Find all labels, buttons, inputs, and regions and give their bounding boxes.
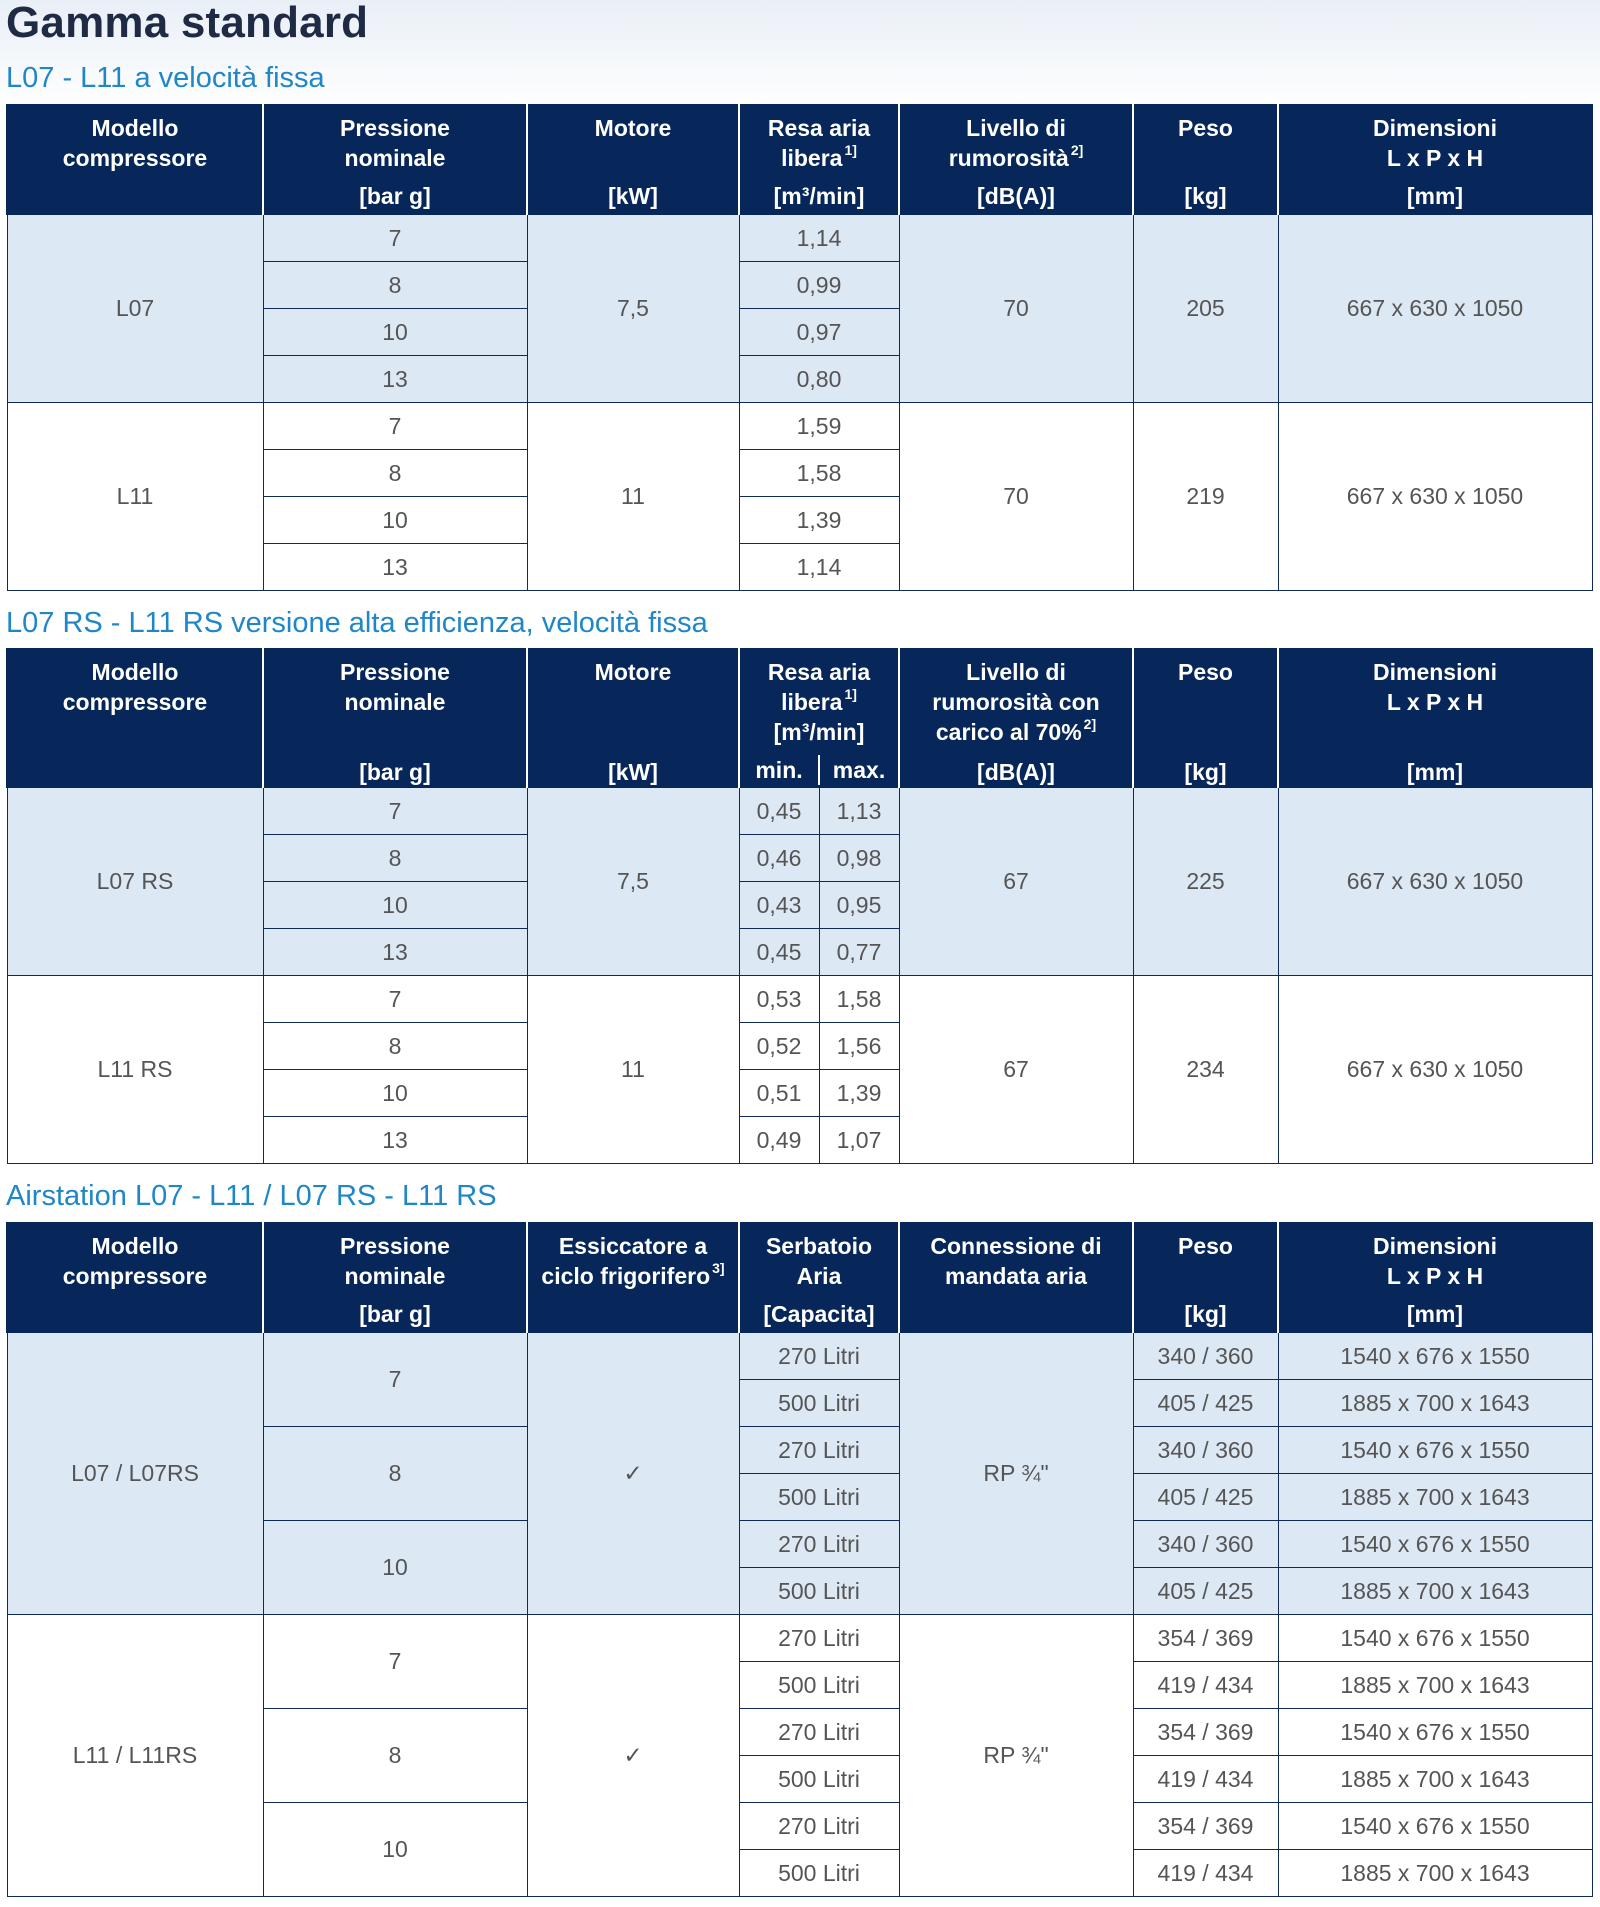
flow-max-cell: 1,56	[819, 1023, 899, 1070]
dryer-check-icon: ✓	[527, 1333, 739, 1615]
dimensions-cell: 1885 x 700 x 1643	[1278, 1380, 1592, 1427]
pressure-cell: 8	[263, 450, 527, 497]
flow-max-cell: 1,13	[819, 788, 899, 835]
pressure-cell: 8	[263, 262, 527, 309]
dimensions-cell: 1540 x 676 x 1550	[1278, 1333, 1592, 1380]
model-cell: L11 RS	[7, 976, 263, 1164]
flow-cell: 0,97	[739, 309, 899, 356]
dimensions-cell: 1885 x 700 x 1643	[1278, 1474, 1592, 1521]
tank-cell: 500 Litri	[739, 1380, 899, 1427]
pressure-cell: 10	[263, 309, 527, 356]
dimensions-cell: 1540 x 676 x 1550	[1278, 1615, 1592, 1662]
header-weight: Peso [kg]	[1133, 1223, 1278, 1333]
flow-min-cell: 0,43	[739, 882, 819, 929]
noise-cell: 67	[899, 976, 1133, 1164]
flow-cell: 1,14	[739, 215, 899, 262]
pressure-cell: 7	[263, 788, 527, 835]
weight-cell: 225	[1133, 788, 1278, 976]
section-title-fixed-speed: L07 - L11 a velocità fissa	[6, 62, 325, 94]
dimensions-cell: 1885 x 700 x 1643	[1278, 1568, 1592, 1615]
motor-cell: 11	[527, 976, 739, 1164]
flow-min-cell: 0,46	[739, 835, 819, 882]
weight-cell: 340 / 360	[1133, 1333, 1278, 1380]
pressure-cell: 10	[263, 1803, 527, 1897]
dimensions-cell: 1885 x 700 x 1643	[1278, 1850, 1592, 1897]
header-model: Modello compressore	[7, 649, 263, 788]
header-model: Modello compressore	[7, 1223, 263, 1333]
dimensions-cell: 667 x 630 x 1050	[1278, 215, 1592, 403]
flow-max-cell: 0,98	[819, 835, 899, 882]
flow-min-cell: 0,49	[739, 1117, 819, 1164]
weight-cell: 205	[1133, 215, 1278, 403]
flow-cell: 1,58	[739, 450, 899, 497]
pressure-cell: 13	[263, 1117, 527, 1164]
table-row	[7, 976, 1592, 1023]
pressure-cell: 10	[263, 882, 527, 929]
header-connection: Connessione di mandata aria	[899, 1223, 1133, 1333]
weight-cell: 340 / 360	[1133, 1427, 1278, 1474]
motor-cell: 7,5	[527, 215, 739, 403]
section-title-rs: L07 RS - L11 RS versione alta efficienza, velocità fissa	[6, 607, 708, 639]
header-tank: Serbatoio Aria [Capacita]	[739, 1223, 899, 1333]
header-flow: Resa aria libera $^{1]}$ [m³/min]	[739, 105, 899, 215]
weight-cell: 405 / 425	[1133, 1474, 1278, 1521]
flow-max-cell: 0,95	[819, 882, 899, 929]
flow-min-cell: 0,51	[739, 1070, 819, 1117]
motor-cell: 11	[527, 403, 739, 591]
noise-cell: 67	[899, 788, 1133, 976]
weight-cell: 354 / 369	[1133, 1709, 1278, 1756]
tank-cell: 270 Litri	[739, 1427, 899, 1474]
weight-cell: 234	[1133, 976, 1278, 1164]
pressure-cell: 13	[263, 356, 527, 403]
pressure-cell: 7	[263, 215, 527, 262]
spec-table-fixed-speed	[6, 104, 1593, 591]
weight-cell: 405 / 425	[1133, 1380, 1278, 1427]
pressure-cell: 8	[263, 1709, 527, 1803]
dimensions-cell: 1540 x 676 x 1550	[1278, 1521, 1592, 1568]
flow-cell: 1,59	[739, 403, 899, 450]
weight-cell: 419 / 434	[1133, 1756, 1278, 1803]
flow-min-cell: 0,52	[739, 1023, 819, 1070]
pressure-cell: 10	[263, 1521, 527, 1615]
table-row	[7, 215, 1592, 262]
header-flow: Resa aria libera $^{1]}$ [m³/min] min. max.	[739, 649, 899, 788]
header-pressure: Pressione nominale [bar g]	[263, 649, 527, 788]
flow-min-cell: 0,53	[739, 976, 819, 1023]
dimensions-cell: 667 x 630 x 1050	[1278, 403, 1592, 591]
flow-max-cell: 1,58	[819, 976, 899, 1023]
model-cell: L11 / L11RS	[7, 1615, 263, 1897]
dryer-check-icon: ✓	[527, 1615, 739, 1897]
flow-cell: 0,99	[739, 262, 899, 309]
dimensions-cell: 667 x 630 x 1050	[1278, 788, 1592, 976]
tank-cell: 500 Litri	[739, 1568, 899, 1615]
weight-cell: 405 / 425	[1133, 1568, 1278, 1615]
dimensions-cell: 1885 x 700 x 1643	[1278, 1756, 1592, 1803]
table-row	[7, 788, 1592, 835]
section-title-airstation: Airstation L07 - L11 / L07 RS - L11 RS	[6, 1180, 497, 1212]
header-noise: Livello di rumorosità con carico al 70% $^{2]}$ [dB(A)]	[899, 649, 1133, 788]
header-motor: Motore [kW]	[527, 649, 739, 788]
weight-cell: 354 / 369	[1133, 1803, 1278, 1850]
tank-cell: 270 Litri	[739, 1521, 899, 1568]
pressure-cell: 7	[263, 1615, 527, 1709]
model-cell: L07 RS	[7, 788, 263, 976]
tank-cell: 500 Litri	[739, 1662, 899, 1709]
model-cell: L07 / L07RS	[7, 1333, 263, 1615]
pressure-cell: 7	[263, 1333, 527, 1427]
flow-min-cell: 0,45	[739, 788, 819, 835]
flow-cell: 0,80	[739, 356, 899, 403]
table-row	[7, 1333, 1592, 1380]
pressure-cell: 10	[263, 497, 527, 544]
pressure-cell: 7	[263, 976, 527, 1023]
pressure-cell: 13	[263, 544, 527, 591]
header-dimensions: Dimensioni L x P x H [mm]	[1278, 649, 1592, 788]
connection-cell: RP ¾"	[899, 1333, 1133, 1615]
spec-table-rs	[6, 648, 1593, 1164]
flow-min-cell: 0,45	[739, 929, 819, 976]
header-dimensions: Dimensioni L x P x H [mm]	[1278, 1223, 1592, 1333]
tank-cell: 270 Litri	[739, 1615, 899, 1662]
noise-cell: 70	[899, 215, 1133, 403]
dimensions-cell: 1885 x 700 x 1643	[1278, 1662, 1592, 1709]
header-dimensions: Dimensioni L x P x H [mm]	[1278, 105, 1592, 215]
tank-cell: 270 Litri	[739, 1803, 899, 1850]
model-cell: L11	[7, 403, 263, 591]
connection-cell: RP ¾"	[899, 1615, 1133, 1897]
header-weight: Peso [kg]	[1133, 105, 1278, 215]
weight-cell: 419 / 434	[1133, 1662, 1278, 1709]
tank-cell: 270 Litri	[739, 1709, 899, 1756]
header-pressure: Pressione nominale [bar g]	[263, 1223, 527, 1333]
weight-cell: 219	[1133, 403, 1278, 591]
header-flow-max: max.	[832, 757, 886, 783]
tank-cell: 500 Litri	[739, 1850, 899, 1897]
flow-max-cell: 0,77	[819, 929, 899, 976]
header-pressure: Pressione nominale [bar g]	[263, 105, 527, 215]
tank-cell: 500 Litri	[739, 1756, 899, 1803]
weight-cell: 419 / 434	[1133, 1850, 1278, 1897]
pressure-cell: 7	[263, 403, 527, 450]
pressure-cell: 10	[263, 1070, 527, 1117]
motor-cell: 7,5	[527, 788, 739, 976]
model-cell: L07	[7, 215, 263, 403]
weight-cell: 354 / 369	[1133, 1615, 1278, 1662]
tank-cell: 500 Litri	[739, 1474, 899, 1521]
table-row	[7, 403, 1592, 450]
weight-cell: 340 / 360	[1133, 1521, 1278, 1568]
flow-cell: 1,39	[739, 497, 899, 544]
table-row	[7, 1615, 1592, 1662]
header-flow-min: min.	[740, 755, 820, 785]
header-noise: Livello di rumorosità $^{2]}$ [dB(A)]	[899, 105, 1133, 215]
flow-cell: 1,14	[739, 544, 899, 591]
tank-cell: 270 Litri	[739, 1333, 899, 1380]
header-model: Modello compressore	[7, 105, 263, 215]
header-weight: Peso [kg]	[1133, 649, 1278, 788]
dimensions-cell: 1540 x 676 x 1550	[1278, 1803, 1592, 1850]
header-dryer: Essiccatore a ciclo frigorifero $^{3]}$	[527, 1223, 739, 1333]
noise-cell: 70	[899, 403, 1133, 591]
page-title: Gamma standard	[6, 0, 369, 47]
dimensions-cell: 1540 x 676 x 1550	[1278, 1427, 1592, 1474]
pressure-cell: 8	[263, 1427, 527, 1521]
pressure-cell: 8	[263, 1023, 527, 1070]
dimensions-cell: 1540 x 676 x 1550	[1278, 1709, 1592, 1756]
flow-max-cell: 1,07	[819, 1117, 899, 1164]
flow-max-cell: 1,39	[819, 1070, 899, 1117]
pressure-cell: 13	[263, 929, 527, 976]
pressure-cell: 8	[263, 835, 527, 882]
spec-table-airstation	[6, 1222, 1593, 1897]
dimensions-cell: 667 x 630 x 1050	[1278, 976, 1592, 1164]
header-motor: Motore [kW]	[527, 105, 739, 215]
